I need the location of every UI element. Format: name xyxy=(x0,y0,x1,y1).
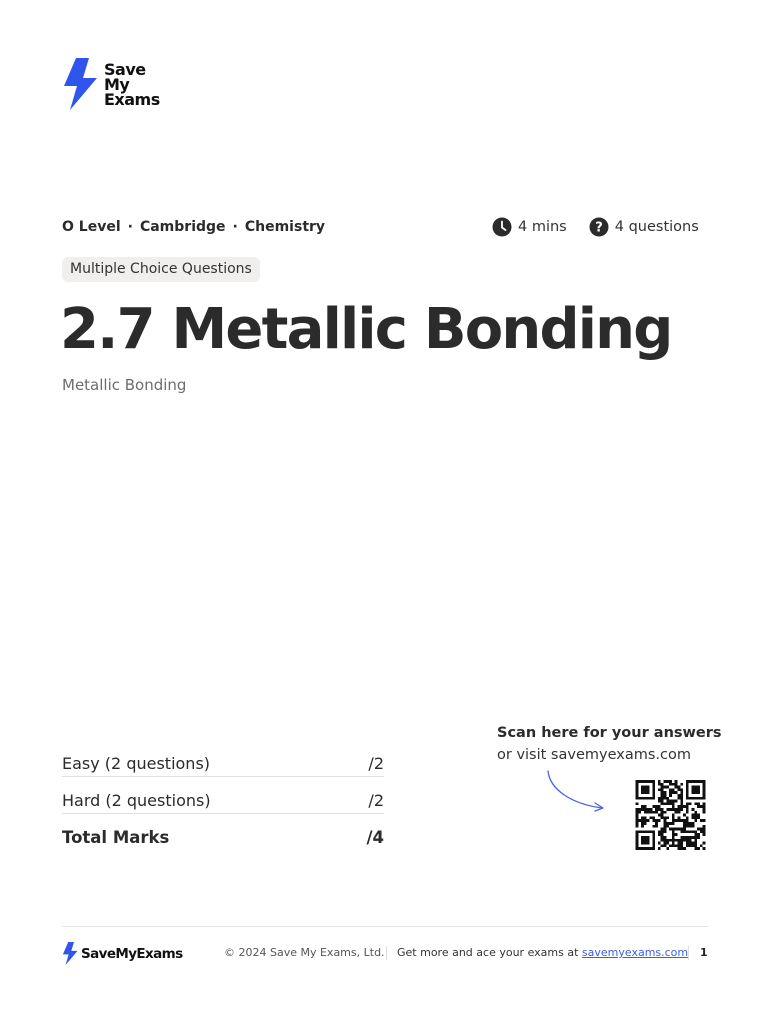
logo-wordmark: Save My Exams xyxy=(104,60,160,109)
marks-row-value: /2 xyxy=(368,790,384,810)
scan-subtitle: or visit savemyexams.com xyxy=(497,747,691,763)
arrow-icon xyxy=(542,768,608,814)
marks-row-hard xyxy=(62,787,384,814)
lightning-bolt-icon xyxy=(62,58,98,110)
save-my-exams-logo[interactable] xyxy=(62,58,160,110)
scan-title: Scan here for your answers xyxy=(497,725,722,741)
question-count-text: 4 questions xyxy=(614,219,699,235)
lightning-bolt-icon xyxy=(62,942,78,965)
page-subtitle: Metallic Bonding xyxy=(62,376,187,394)
footer-divider xyxy=(62,926,708,927)
total-marks-label: Total Marks xyxy=(62,827,170,847)
clock-icon xyxy=(492,217,512,237)
marks-row-label: Hard (2 questions) xyxy=(62,790,211,810)
footer-copyright: © 2024 Save My Exams, Ltd. xyxy=(224,946,385,959)
breadcrumb-separator: · xyxy=(232,219,238,235)
duration-text: 4 mins xyxy=(518,219,567,235)
footer-logo[interactable] xyxy=(62,942,183,965)
question-type-badge: Multiple Choice Questions xyxy=(62,257,260,282)
marks-table xyxy=(62,750,384,850)
quiz-meta xyxy=(492,217,699,237)
total-marks-value: /4 xyxy=(366,827,384,847)
marks-row-label: Easy (2 questions) xyxy=(62,753,211,773)
marks-row-easy xyxy=(62,750,384,777)
footer-link[interactable]: savemyexams.com xyxy=(581,946,689,959)
question-count xyxy=(589,217,699,237)
footer-separator xyxy=(688,946,689,960)
page-title: 2.7 Metallic Bonding xyxy=(60,297,672,362)
breadcrumb-level: O Level xyxy=(62,219,121,235)
breadcrumb-board: Cambridge xyxy=(139,219,226,235)
marks-row-total xyxy=(62,824,384,850)
breadcrumb xyxy=(62,219,325,235)
footer-separator xyxy=(386,946,387,960)
question-icon xyxy=(589,217,609,237)
qr-code[interactable] xyxy=(634,780,707,850)
marks-row-value: /2 xyxy=(368,753,384,773)
svg-text:?: ? xyxy=(594,220,603,236)
breadcrumb-subject: Chemistry xyxy=(244,219,326,235)
breadcrumb-separator: · xyxy=(127,219,133,235)
duration xyxy=(492,217,567,237)
footer-brand-name: SaveMyExams xyxy=(81,945,183,962)
page-number: 1 xyxy=(700,946,708,959)
footer-cta-text: Get more and ace your exams at xyxy=(397,946,582,959)
footer-cta xyxy=(397,946,688,959)
